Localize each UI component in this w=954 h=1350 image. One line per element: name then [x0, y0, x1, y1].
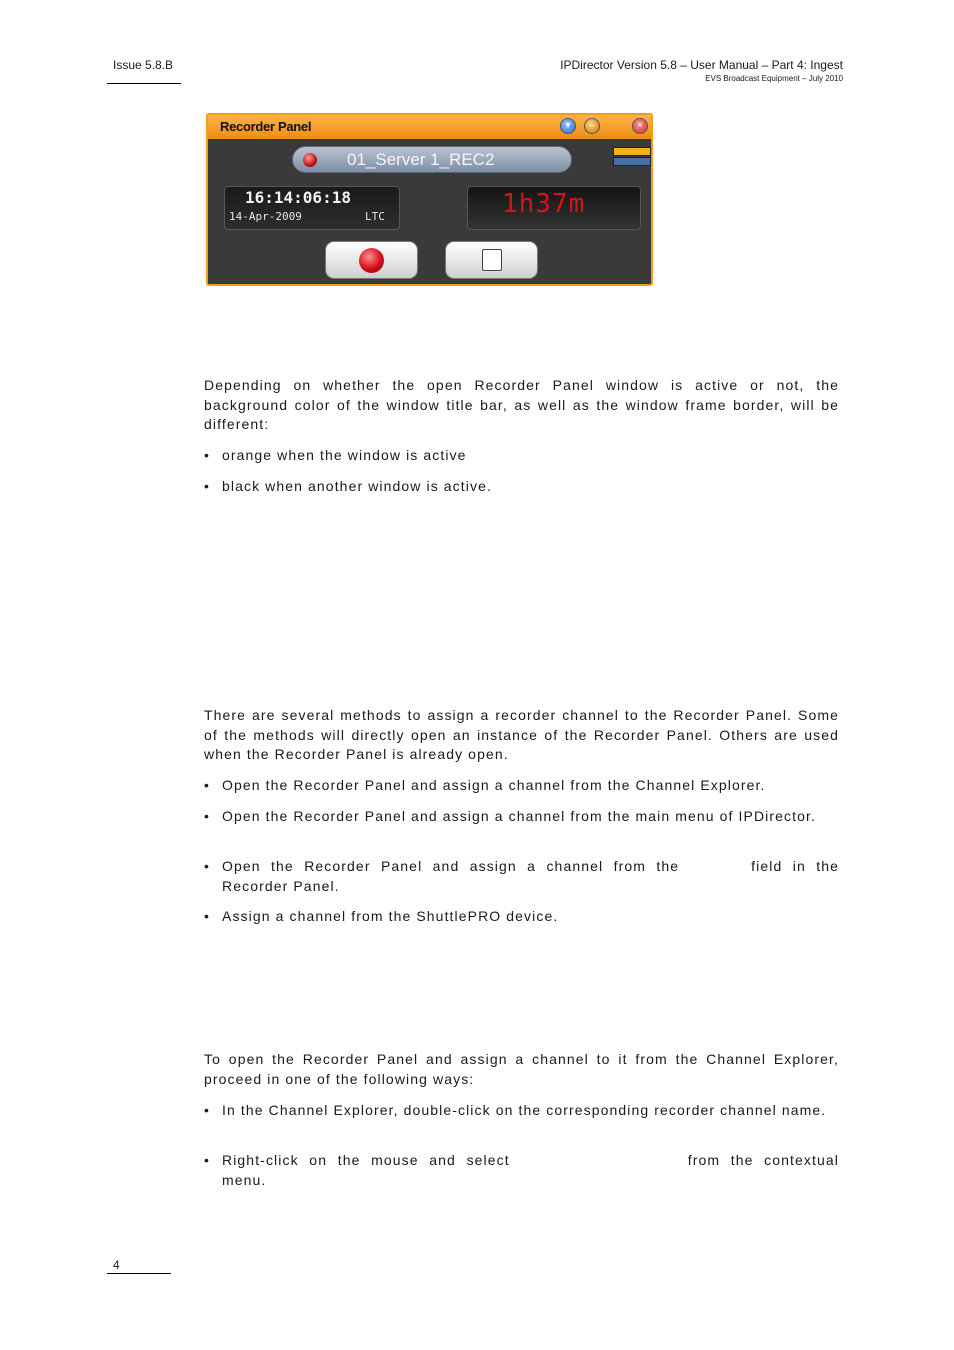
bullet-icon: • — [204, 908, 211, 924]
close-icon[interactable]: × — [632, 118, 648, 134]
record-button[interactable] — [325, 241, 418, 279]
header-rule — [107, 83, 181, 84]
issue-label: Issue 5.8.B — [113, 58, 174, 72]
bullet-icon: • — [204, 777, 211, 793]
document-subtitle: EVS Broadcast Equipment – July 2010 — [705, 74, 843, 83]
status-bar-yellow — [613, 147, 651, 156]
bullet-icon: • — [204, 447, 211, 463]
record-icon — [359, 248, 384, 273]
list-item: • black when another window is active. — [204, 477, 839, 497]
list-item: • Open the Recorder Panel and assign a channel from the field in the Recorder Panel. — [204, 858, 839, 894]
recorder-panel-window — [206, 113, 653, 286]
list-item: • Assign a channel from the ShuttlePRO device. — [204, 907, 839, 927]
bullet-icon: • — [204, 478, 211, 494]
bullet-icon: • — [204, 1152, 211, 1168]
footer-rule — [107, 1273, 171, 1274]
bullet-icon: • — [204, 858, 211, 874]
channel-selector[interactable] — [292, 146, 572, 173]
section3-paragraph: To open the Recorder Panel and assign a channel to it from the Channel Explorer, proceed in one of the following ways: — [204, 1051, 839, 1087]
list-item: • Right-click on the mouse and select from the contextual menu. — [204, 1152, 840, 1188]
timecode-type: LTC — [365, 210, 385, 223]
page-number: 4 — [113, 1258, 120, 1272]
document-title: IPDirector Version 5.8 – User Manual – Part 4: Ingest — [560, 58, 843, 72]
timecode-value: 16:14:06:18 — [245, 188, 351, 207]
section2-paragraph: There are several methods to assign a recorder channel to the Recorder Panel. Some of the methods will directly open an instance of the Recorder Panel. Others are used when the Recorder Panel is already open. — [204, 707, 839, 762]
minimize-icon[interactable]: – — [584, 118, 600, 134]
bullet-icon: • — [204, 1102, 211, 1118]
bullet-icon: • — [204, 808, 211, 824]
list-item: • orange when the window is active — [204, 446, 839, 466]
timecode-display — [224, 186, 400, 230]
panel-title-bar — [208, 115, 651, 139]
record-status-icon — [303, 153, 317, 167]
channel-name: 01_Server 1_REC2 — [347, 150, 495, 169]
stop-icon — [482, 249, 502, 271]
list-item: • Open the Recorder Panel and assign a channel from the main menu of IPDirector. — [204, 807, 839, 827]
status-bar-blue — [613, 157, 651, 166]
panel-title: Recorder Panel — [220, 119, 312, 134]
remaining-time-display — [467, 186, 641, 230]
dropdown-icon[interactable]: ▾ — [560, 118, 576, 134]
list-item: • In the Channel Explorer, double-click on the corresponding recorder channel name. — [204, 1101, 839, 1121]
stop-button[interactable] — [445, 241, 538, 279]
remaining-time-value: 1h37m — [502, 189, 586, 219]
section1-paragraph: Depending on whether the open Recorder Panel window is active or not, the background color of the window title bar, as well as the window frame border, will be different: — [204, 377, 839, 432]
timecode-date: 14-Apr-2009 — [229, 210, 302, 223]
list-item: • Open the Recorder Panel and assign a channel from the Channel Explorer. — [204, 776, 839, 796]
